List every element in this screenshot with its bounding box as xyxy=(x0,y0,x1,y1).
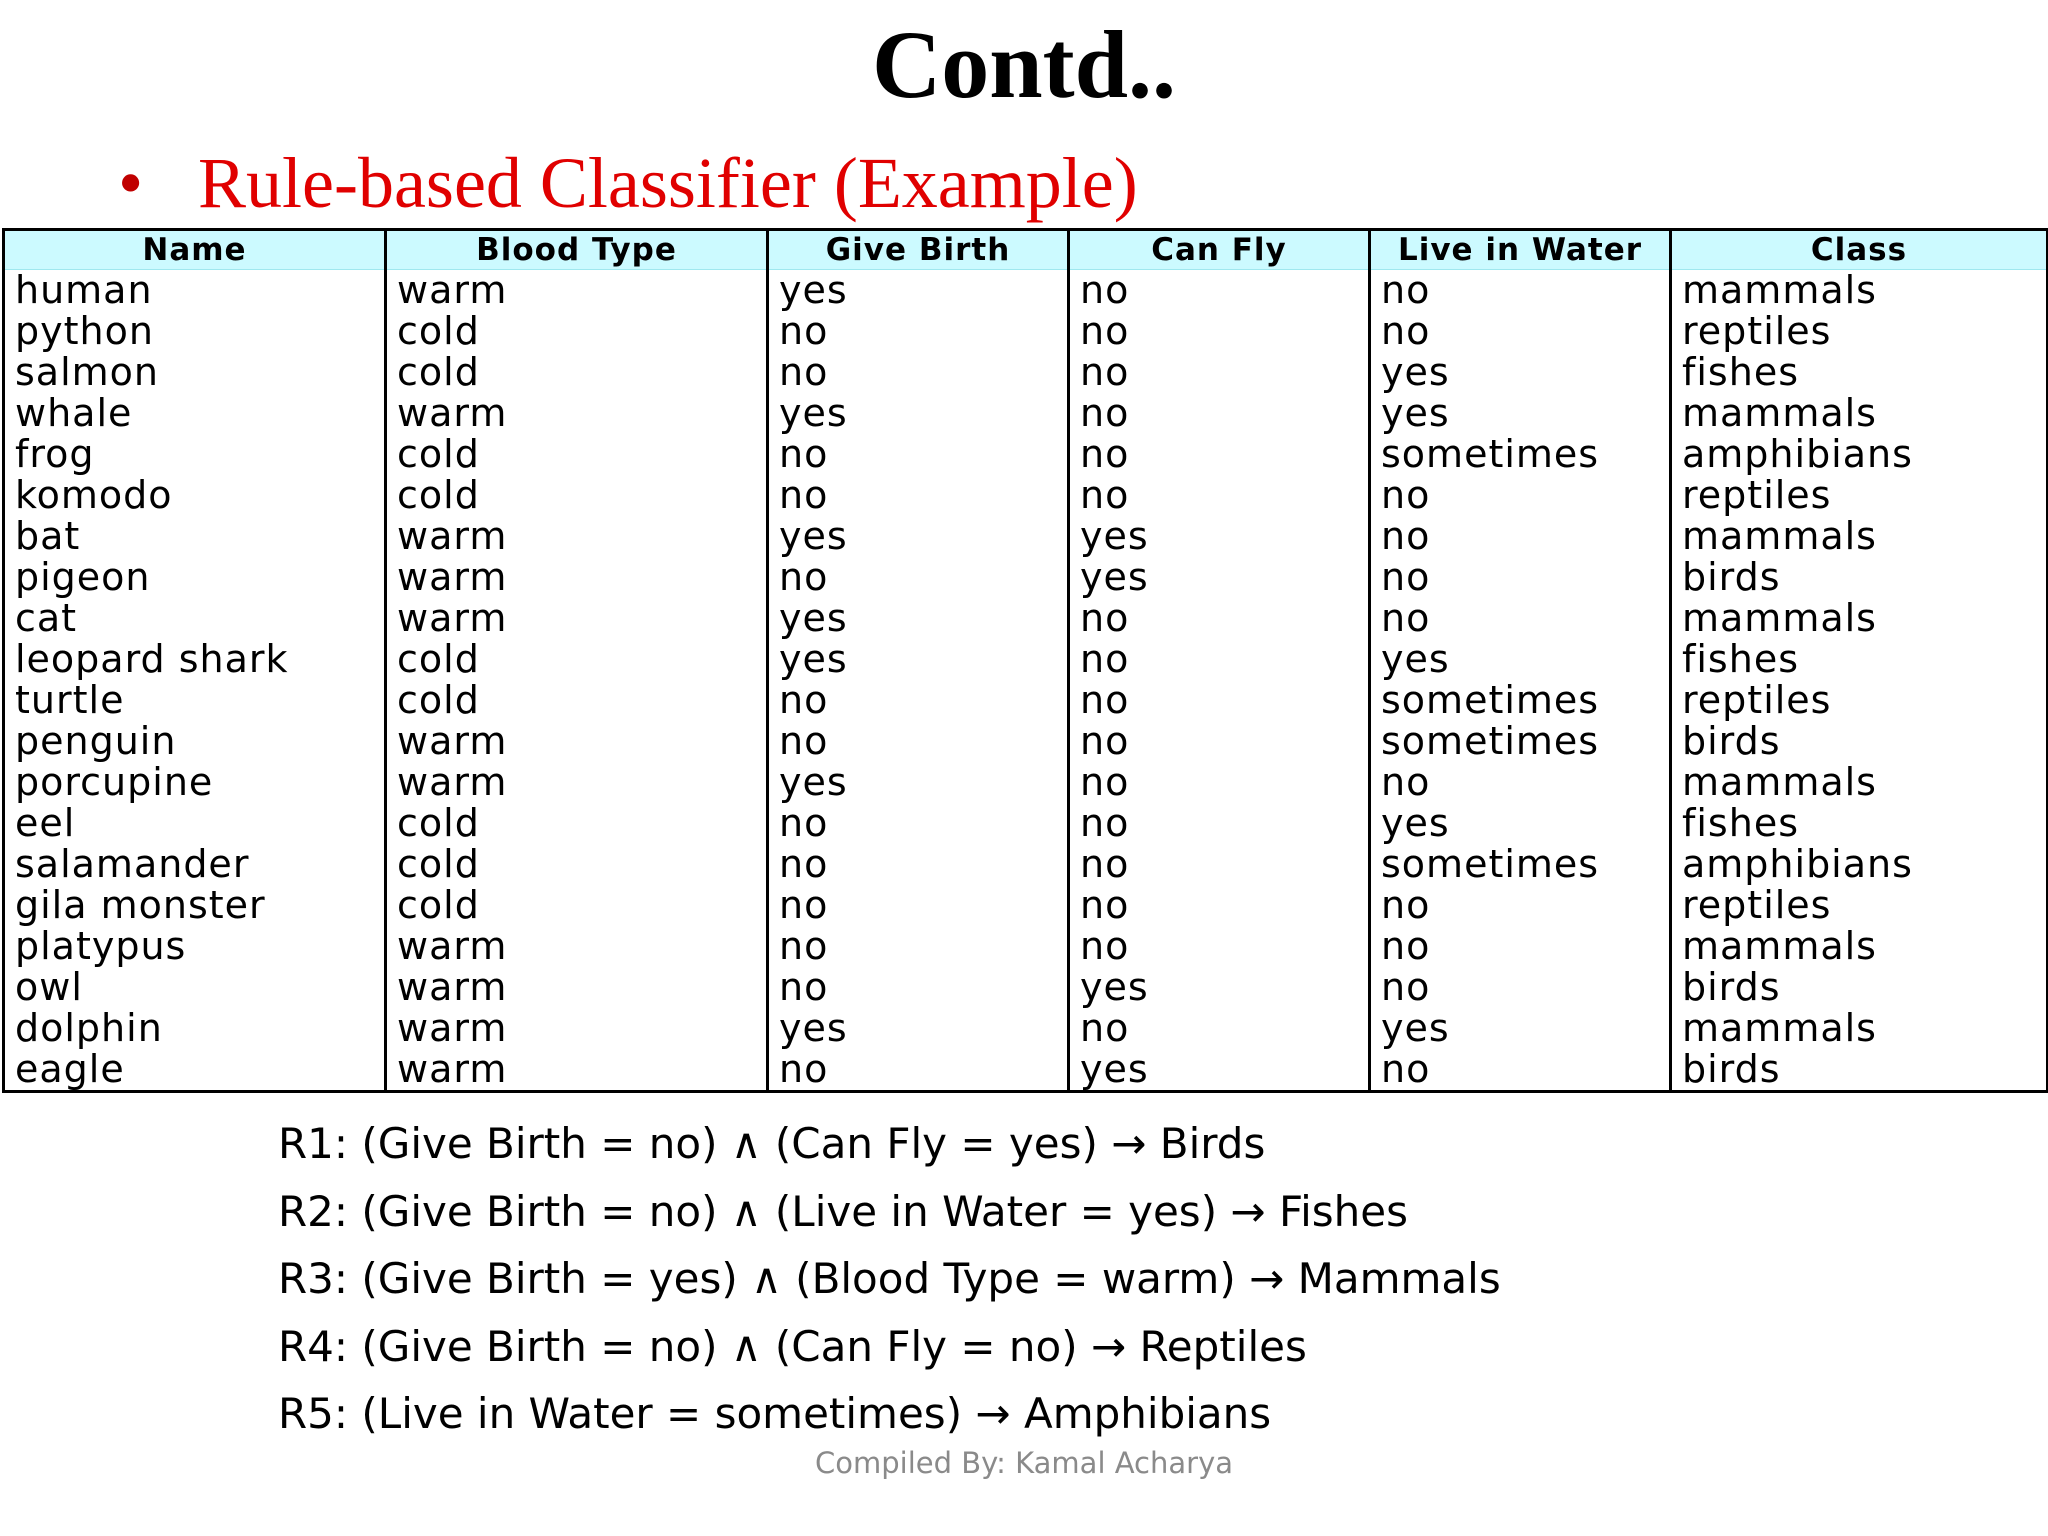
cell-class: reptiles xyxy=(1671,475,2048,516)
cell-name: bat xyxy=(4,516,386,557)
cell-class: amphibians xyxy=(1671,434,2048,475)
table-row xyxy=(4,352,2048,393)
table-row xyxy=(4,967,2048,1008)
cell-can-fly: no xyxy=(1069,434,1370,475)
cell-name: python xyxy=(4,311,386,352)
cell-blood-type: cold xyxy=(386,803,768,844)
table-row xyxy=(4,1008,2048,1049)
cell-can-fly: no xyxy=(1069,311,1370,352)
cell-give-birth: no xyxy=(768,557,1069,598)
rule-r4: R4: (Give Birth = no) ∧ (Can Fly = no) → Reptiles xyxy=(278,1321,1307,1371)
cell-live-in-water: no xyxy=(1370,762,1671,803)
cell-class: mammals xyxy=(1671,270,2048,312)
cell-give-birth: no xyxy=(768,721,1069,762)
cell-live-in-water: sometimes xyxy=(1370,680,1671,721)
cell-can-fly: no xyxy=(1069,598,1370,639)
table-row xyxy=(4,516,2048,557)
cell-name: human xyxy=(4,270,386,312)
cell-blood-type: warm xyxy=(386,1008,768,1049)
table-row xyxy=(4,434,2048,475)
cell-name: eagle xyxy=(4,1049,386,1092)
cell-name: frog xyxy=(4,434,386,475)
cell-give-birth: yes xyxy=(768,762,1069,803)
cell-blood-type: cold xyxy=(386,639,768,680)
table-row xyxy=(4,598,2048,639)
table-row xyxy=(4,926,2048,967)
cell-live-in-water: yes xyxy=(1370,352,1671,393)
bullet-item xyxy=(118,138,1138,228)
cell-blood-type: cold xyxy=(386,844,768,885)
cell-give-birth: no xyxy=(768,1049,1069,1092)
cell-give-birth: no xyxy=(768,967,1069,1008)
cell-live-in-water: yes xyxy=(1370,393,1671,434)
cell-name: platypus xyxy=(4,926,386,967)
animal-data-table xyxy=(2,228,2048,1093)
cell-class: mammals xyxy=(1671,598,2048,639)
cell-live-in-water: no xyxy=(1370,311,1671,352)
cell-name: dolphin xyxy=(4,1008,386,1049)
cell-blood-type: warm xyxy=(386,721,768,762)
cell-class: birds xyxy=(1671,557,2048,598)
cell-class: mammals xyxy=(1671,762,2048,803)
cell-live-in-water: sometimes xyxy=(1370,844,1671,885)
cell-name: pigeon xyxy=(4,557,386,598)
cell-name: penguin xyxy=(4,721,386,762)
cell-can-fly: no xyxy=(1069,721,1370,762)
cell-blood-type: warm xyxy=(386,557,768,598)
cell-class: fishes xyxy=(1671,639,2048,680)
cell-live-in-water: yes xyxy=(1370,639,1671,680)
bullet-text: Rule-based Classifier (Example) xyxy=(198,143,1138,223)
cell-blood-type: cold xyxy=(386,311,768,352)
cell-name: gila monster xyxy=(4,885,386,926)
cell-class: reptiles xyxy=(1671,885,2048,926)
header-name: Name xyxy=(4,230,386,270)
cell-live-in-water: no xyxy=(1370,516,1671,557)
cell-can-fly: no xyxy=(1069,1008,1370,1049)
cell-can-fly: no xyxy=(1069,844,1370,885)
cell-blood-type: cold xyxy=(386,885,768,926)
slide-title: Contd.. xyxy=(871,11,1177,118)
cell-live-in-water: no xyxy=(1370,926,1671,967)
cell-blood-type: cold xyxy=(386,434,768,475)
cell-blood-type: warm xyxy=(386,1049,768,1092)
table-row xyxy=(4,311,2048,352)
header-class: Class xyxy=(1671,230,2048,270)
table-row xyxy=(4,721,2048,762)
cell-give-birth: yes xyxy=(768,598,1069,639)
table-row xyxy=(4,1049,2048,1092)
cell-can-fly: no xyxy=(1069,270,1370,312)
table-body xyxy=(4,270,2048,1092)
table-row xyxy=(4,393,2048,434)
footer-credit: Compiled By: Kamal Acharya xyxy=(814,1446,1234,1480)
cell-class: mammals xyxy=(1671,926,2048,967)
cell-blood-type: cold xyxy=(386,680,768,721)
rule-r3: R3: (Give Birth = yes) ∧ (Blood Type = warm) → Mammals xyxy=(278,1254,1501,1303)
cell-class: mammals xyxy=(1671,393,2048,434)
bullet-symbol: • xyxy=(118,143,144,223)
header-can-fly: Can Fly xyxy=(1069,230,1370,270)
cell-can-fly: yes xyxy=(1069,1049,1370,1092)
cell-give-birth: yes xyxy=(768,270,1069,312)
table-row xyxy=(4,475,2048,516)
cell-give-birth: no xyxy=(768,434,1069,475)
cell-class: reptiles xyxy=(1671,311,2048,352)
cell-class: mammals xyxy=(1671,516,2048,557)
cell-name: whale xyxy=(4,393,386,434)
cell-give-birth: no xyxy=(768,803,1069,844)
table-row xyxy=(4,639,2048,680)
table-row xyxy=(4,885,2048,926)
cell-can-fly: no xyxy=(1069,639,1370,680)
cell-give-birth: no xyxy=(768,844,1069,885)
cell-class: fishes xyxy=(1671,803,2048,844)
cell-blood-type: warm xyxy=(386,598,768,639)
cell-can-fly: no xyxy=(1069,393,1370,434)
cell-can-fly: yes xyxy=(1069,516,1370,557)
cell-give-birth: no xyxy=(768,680,1069,721)
cell-class: fishes xyxy=(1671,352,2048,393)
cell-live-in-water: no xyxy=(1370,598,1671,639)
cell-class: mammals xyxy=(1671,1008,2048,1049)
cell-blood-type: warm xyxy=(386,967,768,1008)
rule-r1: R1: (Give Birth = no) ∧ (Can Fly = yes) → Birds xyxy=(278,1119,1266,1168)
cell-name: salmon xyxy=(4,352,386,393)
cell-class: amphibians xyxy=(1671,844,2048,885)
rule-list xyxy=(278,1110,1501,1448)
table-row xyxy=(4,680,2048,721)
cell-give-birth: yes xyxy=(768,516,1069,557)
cell-class: reptiles xyxy=(1671,680,2048,721)
cell-class: birds xyxy=(1671,1049,2048,1092)
cell-live-in-water: no xyxy=(1370,1049,1671,1092)
cell-blood-type: cold xyxy=(386,475,768,516)
cell-name: komodo xyxy=(4,475,386,516)
cell-can-fly: no xyxy=(1069,885,1370,926)
rule-r2: R2: (Give Birth = no) ∧ (Live in Water = yes) → Fishes xyxy=(278,1186,1408,1236)
cell-can-fly: no xyxy=(1069,475,1370,516)
cell-blood-type: warm xyxy=(386,516,768,557)
cell-give-birth: yes xyxy=(768,639,1069,680)
cell-give-birth: yes xyxy=(768,393,1069,434)
cell-live-in-water: sometimes xyxy=(1370,434,1671,475)
cell-can-fly: yes xyxy=(1069,967,1370,1008)
cell-can-fly: no xyxy=(1069,680,1370,721)
cell-class: birds xyxy=(1671,721,2048,762)
cell-can-fly: no xyxy=(1069,803,1370,844)
cell-name: owl xyxy=(4,967,386,1008)
table-row xyxy=(4,762,2048,803)
cell-class: birds xyxy=(1671,967,2048,1008)
table-row xyxy=(4,270,2048,312)
cell-blood-type: warm xyxy=(386,270,768,312)
cell-live-in-water: no xyxy=(1370,967,1671,1008)
header-live-in-water: Live in Water xyxy=(1370,230,1671,270)
cell-can-fly: no xyxy=(1069,926,1370,967)
header-give-birth: Give Birth xyxy=(768,230,1069,270)
header-blood-type: Blood Type xyxy=(386,230,768,270)
cell-name: turtle xyxy=(4,680,386,721)
cell-live-in-water: no xyxy=(1370,475,1671,516)
cell-name: eel xyxy=(4,803,386,844)
table-row xyxy=(4,803,2048,844)
cell-name: salamander xyxy=(4,844,386,885)
cell-give-birth: no xyxy=(768,311,1069,352)
cell-live-in-water: no xyxy=(1370,270,1671,312)
cell-give-birth: no xyxy=(768,885,1069,926)
cell-name: leopard shark xyxy=(4,639,386,680)
cell-can-fly: no xyxy=(1069,762,1370,803)
cell-can-fly: yes xyxy=(1069,557,1370,598)
cell-live-in-water: sometimes xyxy=(1370,721,1671,762)
cell-blood-type: warm xyxy=(386,926,768,967)
cell-blood-type: warm xyxy=(386,762,768,803)
cell-live-in-water: no xyxy=(1370,885,1671,926)
table-row xyxy=(4,844,2048,885)
cell-blood-type: cold xyxy=(386,352,768,393)
cell-name: cat xyxy=(4,598,386,639)
cell-blood-type: warm xyxy=(386,393,768,434)
cell-give-birth: no xyxy=(768,352,1069,393)
cell-give-birth: no xyxy=(768,926,1069,967)
cell-give-birth: no xyxy=(768,475,1069,516)
cell-can-fly: no xyxy=(1069,352,1370,393)
cell-live-in-water: yes xyxy=(1370,1008,1671,1049)
cell-live-in-water: yes xyxy=(1370,803,1671,844)
cell-live-in-water: no xyxy=(1370,557,1671,598)
cell-name: porcupine xyxy=(4,762,386,803)
rule-r5: R5: (Live in Water = sometimes) → Amphibians xyxy=(278,1389,1272,1438)
cell-give-birth: yes xyxy=(768,1008,1069,1049)
table-header-row xyxy=(4,230,2048,270)
table-row xyxy=(4,557,2048,598)
